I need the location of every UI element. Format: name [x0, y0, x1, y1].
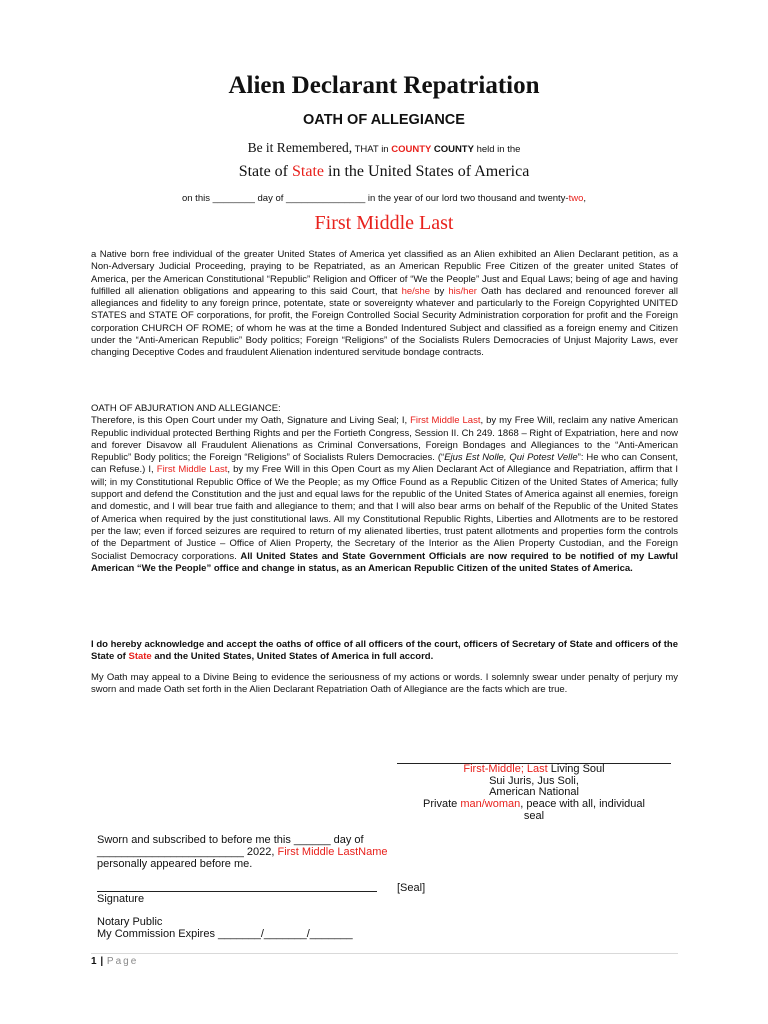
- document-title: Alien Declarant Repatriation: [228, 72, 540, 99]
- state-line-post: in the United States of America: [324, 163, 530, 180]
- p3-text-a: I do hereby acknowledge and accept the oaths of office of all officers of the court, officers of Secretary of State and officers of the State of: [91, 639, 678, 663]
- oath-paragraph: My Oath may appeal to a Divine Being to evidence the seriousness of my actions or words. I solemnly swear under penalty of perjury my sworn and made Oath set forth in the Alien Declarant Repatriation Oath of Allegiance are the facts which are true.: [91, 672, 678, 696]
- page-word: Page: [106, 956, 139, 967]
- remembered-held: held in the: [473, 144, 521, 155]
- name-placeholder-2: First Middle Last: [156, 464, 228, 476]
- american-national-line: American National: [489, 786, 579, 799]
- remembered-lead: Be it Remembered,: [247, 140, 353, 155]
- page-number: 1: [91, 956, 98, 967]
- private-pre: Private: [423, 798, 461, 811]
- gender-placeholder: man/woman: [460, 798, 521, 811]
- abjuration-paragraph: [91, 403, 678, 575]
- seal-line: seal: [523, 809, 545, 822]
- seal-label: [Seal]: [397, 882, 426, 894]
- declarant-name-heading: First Middle Last: [314, 212, 454, 234]
- p2-text-a: Therefore, is this Open Court under my Oath, Signature and Living Seal; I,: [91, 415, 411, 427]
- possessive-placeholder: his/her: [448, 285, 477, 297]
- p2-text-d: , by my Free Will in this Open Court as my Alien Declarant Act of Allegiance and Repatriation, affirm that I will; in my Constitutional Republic Office of We the People; as my Office Found as a Republic Citizen of the United States of America; fully support and defend the Constitution and the just and equal laws for the republic of the United States of America against all enemies, foreign and domestic, and I will bear true faith and allegiance to them; and that I will also bear arms on behalf of the Republic of the United States of America when required by the just constitutional laws. All my Constitutional Republic Rights, Liberties and Allotments are to be restored per the law; even if forced seizures are required to return of my alienated liberties, trust patent allotments and properties form the controls of the Department of Justice – Office of Alien Property, the Secretary of the Interior as the Alien Property Custodian, and the Foreign Socialist Democracy corporations.: [91, 464, 679, 562]
- date-line-end: ,: [583, 193, 587, 204]
- p3-text-b: and the United States, United States of America in full accord.: [151, 651, 434, 663]
- remembered-line: [0, 140, 768, 156]
- declaration-paragraph: [91, 249, 678, 360]
- acknowledgement-paragraph: [91, 639, 678, 664]
- p2-bold-notice: All United States and State Government Officials are now required to be notified of my Lawful American “We the People” office and change in status, as an American Republic Citizen of the united States of America.: [91, 550, 678, 574]
- p1-text-c: Oath has declared and renounced forever all allegiances and fidelity to any foreign prince, potentate, state or sovereignty whatever and particularly to the Foreign Copyrighted UNITED STATES and STATE OF corporations, for profit, the Foreign Controlled Social Security Administration corporation for profit and the Foreign corporation CHURCH OF ROME; of whom he was at the time a Bonded Indentured Subject and classified as a foreign enemy and Citizen under the “Anti-American Republic” Body politics; Foreign “Religions” of the Socialists Rulers Democracies of Unjust Majority Laws, ever changing Deceptive Codes and fraudulent Alienation indentured servitude bondage contracts.: [91, 285, 678, 359]
- footer-rule: [91, 953, 678, 954]
- pronoun-placeholder: he/she: [401, 285, 431, 297]
- date-line-text: on this ________ day of _______________ in the year of our lord two thousand and twenty-: [181, 193, 569, 204]
- sworn-text-b: personally appeared before me.: [97, 858, 253, 870]
- page-footer: [91, 956, 138, 967]
- living-soul-name-line: [374, 764, 694, 776]
- signature-label: Signature: [97, 893, 145, 905]
- state-placeholder-2: State: [128, 651, 152, 663]
- sworn-text-a: Sworn and subscribed to before me this ______ day of ________________________ 2022,: [97, 834, 364, 858]
- year-placeholder: two: [568, 193, 584, 204]
- notary-block: [97, 916, 353, 940]
- footer-separator: |: [97, 956, 107, 967]
- state-line: [0, 163, 768, 181]
- name-placeholder-1: First Middle Last: [410, 415, 481, 427]
- p1-text-b: by: [430, 285, 449, 297]
- state-placeholder: State: [292, 163, 325, 180]
- soul-name-placeholder: First-Middle; Last: [463, 763, 548, 775]
- p1-text-a: a Native born free individual of the greater United States of America yet classified as an Alien exhibited an Alien Declarant petition, as a Non-Adversary Judicial Proceeding, praying to be Repatriated, as an American Republic Free Citizen of the greater united States of America, per the American Constitutional “Republic” Religion and Officer of “We the People” Just and Equal Laws; being of age and having fulfilled all alienation obligations and appearing to this said Court, that: [91, 249, 678, 297]
- soul-name-rest: Living Soul: [547, 763, 605, 775]
- p2-text-c: ”: He who can Consent, can Refuse.) I,: [91, 452, 678, 476]
- latin-maxim: Ejus Est Nolle, Qui Potest Velle: [444, 452, 578, 464]
- commission-expires: My Commission Expires _______/_______/_______: [97, 928, 353, 940]
- private-post: , peace with all, individual: [520, 798, 645, 811]
- county-word: COUNTY: [431, 144, 474, 155]
- state-line-pre: State of: [238, 163, 293, 180]
- sui-juris-line: Sui Juris, Jus Soli,: [489, 774, 579, 787]
- notary-public-label: Notary Public: [97, 916, 163, 928]
- document-subtitle: OATH OF ALLEGIANCE: [303, 112, 465, 128]
- abjuration-heading: OATH OF ABJURATION AND ALLEGIANCE:: [91, 403, 281, 414]
- notary-signature-line: [97, 891, 377, 892]
- sworn-name-placeholder: First Middle LastName: [277, 846, 388, 858]
- county-placeholder: COUNTY: [391, 144, 432, 155]
- p2-text-b: , by my Free Will, reclaim any native American Republic individual protected Berthing Rights and per the Fortieth Congress, Session II. Ch 249. 1868 – Right of Expatriation, here and now and forever Disavow all Fraudulent Alienations as Criminal Conversations, Foreign Bondages and Allegiances to the “Anti-American Republic” Body politics; the Foreign “Religions” of Socialists Rulers Democracies. (“: [91, 415, 678, 464]
- sworn-statement: [97, 834, 397, 870]
- remembered-that-in: THAT in: [352, 144, 392, 155]
- living-soul-block: [374, 764, 694, 823]
- date-line: [0, 193, 768, 204]
